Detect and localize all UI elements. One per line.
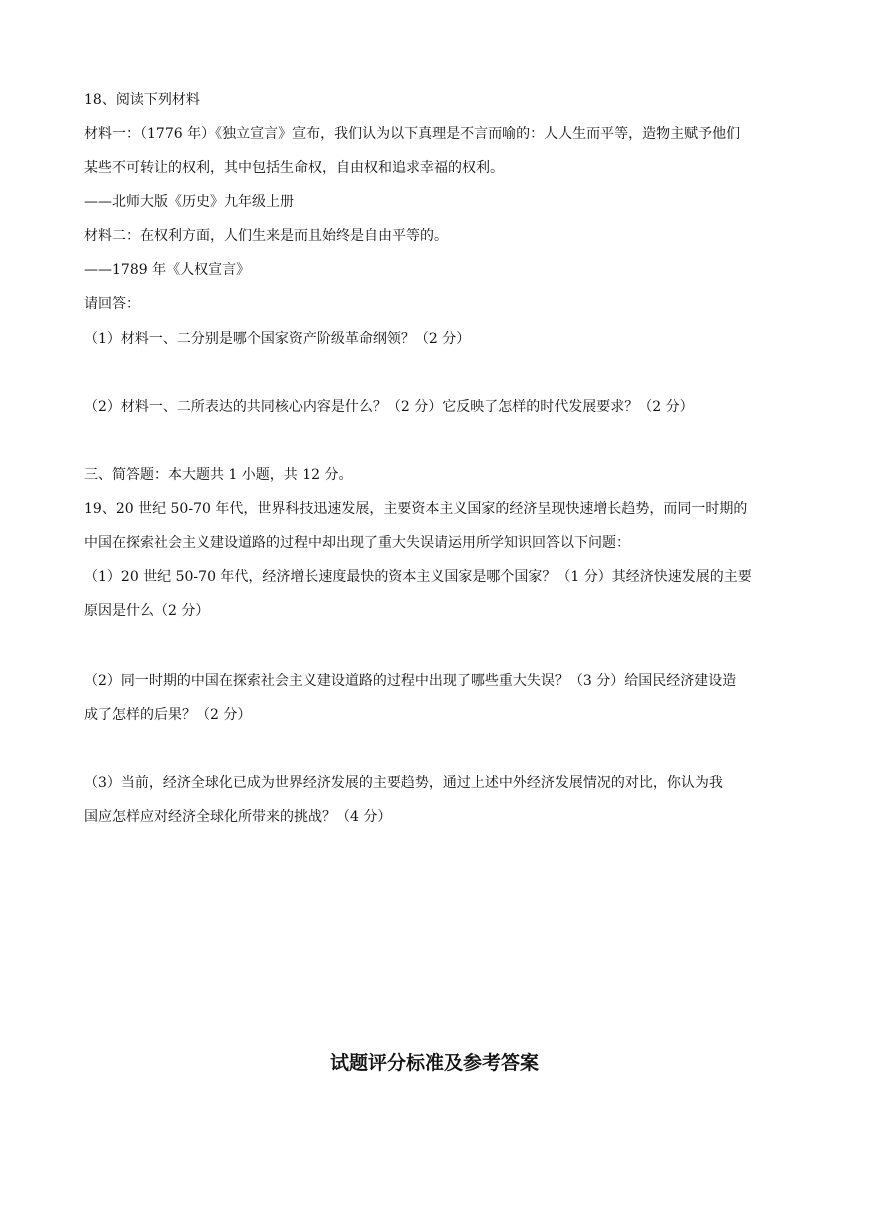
- q18-prompt: 请回答：: [84, 296, 140, 312]
- q19-line1: 19、20 世纪 50-70 年代，世界科技迅速发展，主要资本主义国家的经济呈现快速增长趋势，而同一时期的: [84, 501, 748, 517]
- q18-material1-line2: 某些不可转让的权利，其中包括生命权，自由权和追求幸福的权利。: [84, 160, 504, 176]
- section3-heading: 三、简答题：本大题共 1 小题，共 12 分。: [84, 467, 353, 483]
- q18-sub1: （1）材料一、二分别是哪个国家资产阶级革命纲领？（2 分）: [84, 331, 471, 347]
- q19-sub1-line2: 原因是什么（2 分）: [84, 603, 210, 619]
- q19-sub3-line2: 国应怎样应对经济全球化所带来的挑战？（4 分）: [84, 809, 392, 825]
- q18-material2: 材料二：在权利方面，人们生来是而且始终是自由平等的。: [84, 228, 448, 244]
- q19-sub2-line2: 成了怎样的后果？（2 分）: [84, 707, 252, 723]
- q19-sub3-line1: （3）当前，经济全球化已成为世界经济发展的主要趋势，通过上述中外经济发展情况的对比，你认为我: [84, 775, 723, 791]
- q18-heading: 18、阅读下列材料: [84, 92, 200, 108]
- q18-source2: ——1789 年《人权宣言》: [84, 262, 251, 278]
- q18-material1-line1: 材料一：（1776 年）《独立宣言》宣布，我们认为以下真理是不言而喻的：人人生而平等，造物主赋予他们: [84, 126, 741, 142]
- q19-sub2-line1: （2）同一时期的中国在探索社会主义建设道路的过程中出现了哪些重大失误？（3 分）给国民经济建设造: [84, 673, 737, 689]
- q18-source1: ——北师大版《历史》九年级上册: [84, 194, 294, 210]
- answers-title: 试题评分标准及参考答案: [329, 1052, 539, 1074]
- q19-line2: 中国在探索社会主义建设道路的过程中却出现了重大失误请运用所学知识回答以下问题：: [84, 535, 630, 551]
- q19-sub1-line1: （1）20 世纪 50-70 年代，经济增长速度最快的资本主义国家是哪个国家？（1 分）其经济快速发展的主要: [84, 569, 752, 585]
- q18-sub2: （2）材料一、二所表达的共同核心内容是什么？（2 分）它反映了怎样的时代发展要求？（2 分）: [84, 399, 694, 415]
